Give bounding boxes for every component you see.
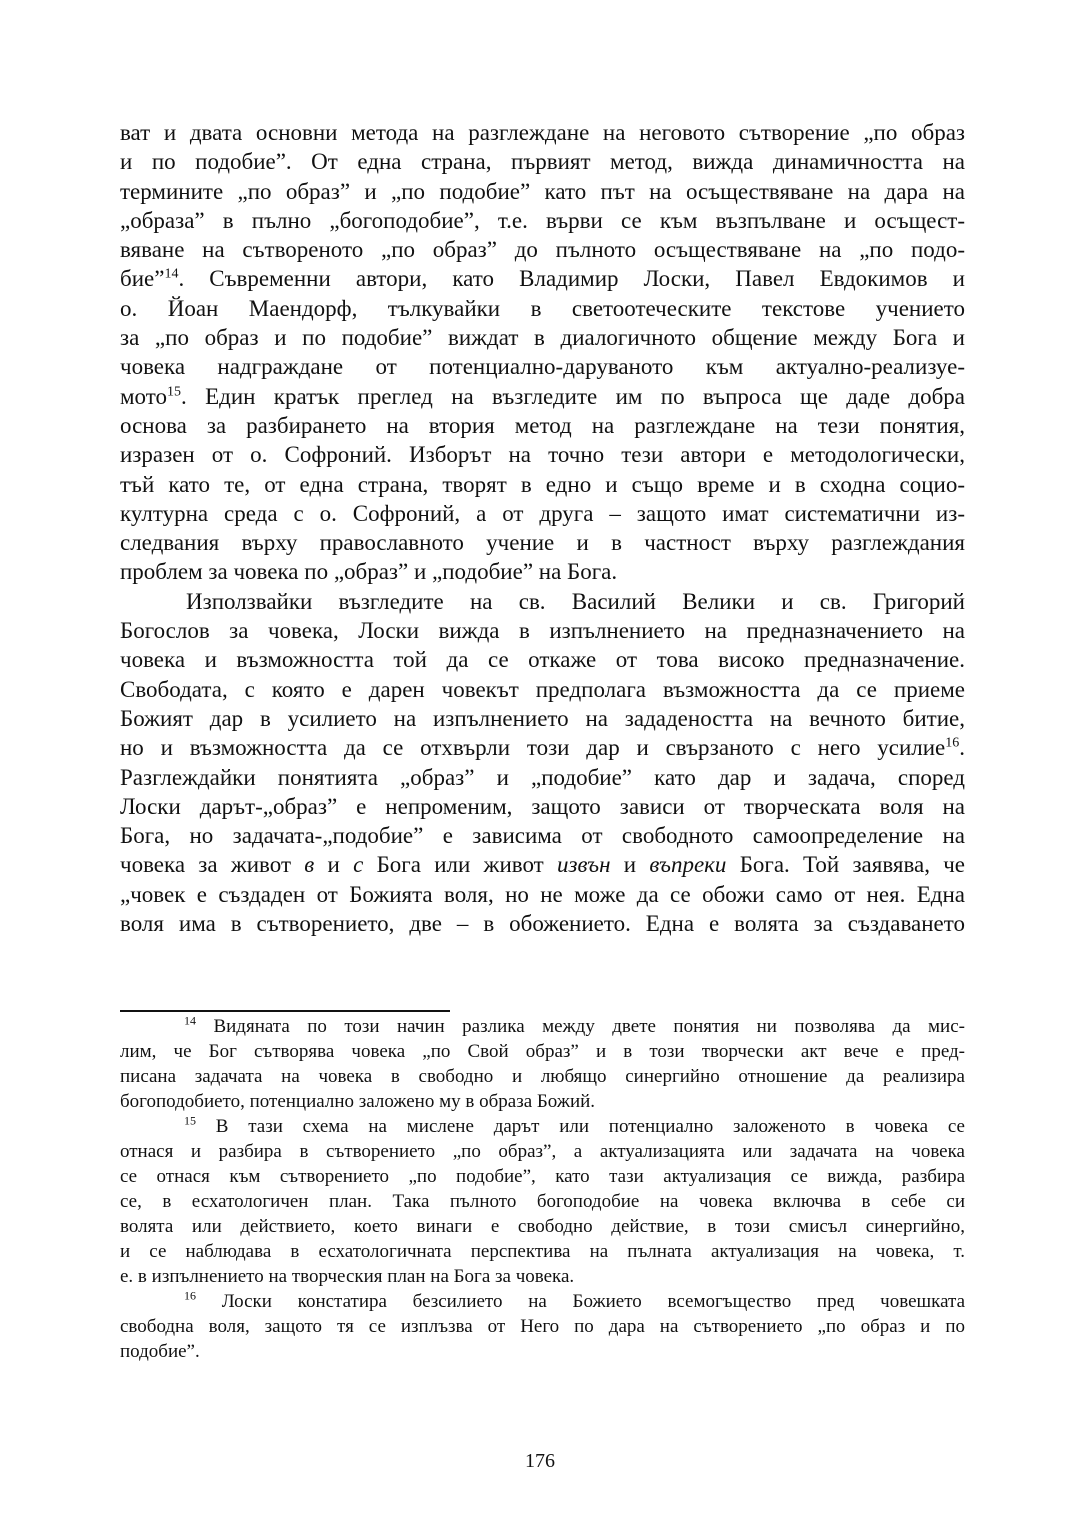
text-segment: .: [959, 735, 965, 761]
text-line: Свободата, с която е дарен човекът предполага възможността да се приеме: [120, 676, 965, 702]
footnote-15: [120, 1114, 965, 1139]
text-segment: мото: [120, 383, 167, 409]
text-line: вяване на сътвореното „по образ” до пълното осъществяване на „по подо-: [120, 237, 965, 263]
text-line: „образа” в пълно „богоподобие”, т.е. върви се към възпълване и осъщест-: [120, 207, 965, 233]
text-line: о. Йоан Маендорф, тълкувайки в светоотеческите текстове учението: [120, 295, 965, 321]
text-line: човека и възможността той да се откаже от това високо предназначение.: [120, 647, 965, 673]
text-segment: . Един кратък преглед на възгледите им по въпроса ще даде добра: [181, 383, 965, 409]
italic-word: въпреки: [649, 852, 727, 878]
text-line: следвания върху православното учение и в частност върху разглеждания: [120, 530, 965, 556]
text-line: проблем за човека по „образ” и „подобие” на Бога.: [120, 559, 618, 585]
text-segment: бие”: [120, 266, 165, 292]
text-line: Лоски дарът-„образ” е непроменим, защото зависи от творческата воля на: [120, 793, 965, 819]
text-segment: В тази схема на мислене дарът или потенциално заложеното в човека се: [196, 1116, 965, 1137]
page-number: 176: [525, 1450, 555, 1472]
text-line: [120, 264, 965, 293]
footnote-line: богоподобието, потенциално заложено му в образа Божий.: [120, 1091, 596, 1112]
text-segment: . Съвременни автори, като Владимир Лоски, Павел Евдокимов и: [178, 266, 965, 292]
text-segment: Бога или живот: [363, 852, 557, 878]
text-line: Разглеждайки понятията „образ” и „подобие” като дар и задача, според: [120, 764, 965, 790]
text-segment: Лоски констатира безсилието на Божието всемогъщество пред човешката: [196, 1291, 965, 1312]
footnote-ref-14[interactable]: 14: [164, 266, 179, 282]
text-line: културна среда с о. Софроний, а от друга – защото имат систематични из-: [120, 500, 965, 526]
text-segment: и: [314, 852, 354, 878]
text-line: „човек е създаден от Божията воля, но не може да се обожи само от нея. Една: [120, 881, 965, 907]
footnote-line: се, в есхатологичен план. Така пълното богоподобие на човека включва в себе си: [120, 1191, 965, 1212]
text-segment: Видяната по този начин разлика между двете понятия ни позволява да мис-: [196, 1016, 965, 1037]
text-line: тъй като те, от една страна, творят в едно и също време и в сходна социо-: [120, 471, 965, 497]
text-line: Божият дар в усилието на изпълнението на зададеността на вечното битие,: [120, 705, 965, 731]
text-segment: и: [610, 852, 650, 878]
footnote-line: е. в изпълнението на творческия план на Бога за човека.: [120, 1266, 575, 1287]
text-line: ват и двата основни метода на разглеждане на неговото сътворение „по образ: [120, 120, 965, 145]
text-line: [120, 850, 965, 879]
footnote-number: 14: [184, 1013, 196, 1028]
footnote-line: се отнася към сътворението „по подобие”, като тази актуализация се вижда, разбира: [120, 1166, 965, 1187]
footnote-line: отнася и разбира в сътворението „по образ”, а актуализацията или задачата на човека: [120, 1141, 965, 1162]
text-line: човека надграждане от потенциално-даруваното към актуално-реализуе-: [120, 354, 965, 380]
text-line: Използвайки възгледите на св. Василий Велики и св. Григорий: [186, 588, 965, 614]
italic-word: с: [353, 852, 364, 878]
text-segment: но и възможността да се отхвърли този дар и свързаното с него усилие: [120, 735, 946, 761]
footnote-14: [120, 1014, 965, 1039]
text-line: за „по образ и по подобие” виждат в диалогичното общение между Бога и: [120, 325, 965, 351]
text-line: воля има в сътворението, две – в обожението. Една е волята за създаването: [120, 911, 965, 937]
footnote-line: свободна воля, защото тя се изплъзва от Него по дара на сътворението „по образ и по: [120, 1316, 965, 1337]
footnote-ref-15[interactable]: 15: [167, 384, 181, 400]
footnote-16: [120, 1289, 965, 1314]
text-line: [120, 382, 965, 411]
footnote-line: лим, че Бог сътворява човека „по Свой образ” и в този творчески акт вече е пред-: [120, 1041, 965, 1062]
text-line: Бога, но задачата-„подобие” е зависима от свободното самоопределение на: [120, 823, 965, 849]
footnote-separator: [120, 1010, 450, 1012]
text-line: основа за разбирането на втория метод на разглеждане на тези понятия,: [120, 412, 965, 438]
text-segment: Бога. Той заявява, че: [726, 852, 966, 878]
text-segment: човека за живот: [120, 852, 305, 878]
footnotes: [120, 1014, 965, 1364]
footnote-line: и се наблюдава в есхатологичната перспектива на пълната актуализация на човека, т.: [120, 1241, 965, 1262]
italic-word: в: [304, 852, 315, 878]
footnote-number: 16: [184, 1288, 196, 1303]
text-line: изразен от о. Софроний. Изборът на точно тези автори е методологически,: [120, 442, 965, 468]
footnote-ref-16[interactable]: 16: [945, 735, 960, 751]
text-line: Богослов за човека, Лоски вижда в изпълнението на предназначението на: [120, 618, 965, 644]
footnote-number: 15: [184, 1113, 196, 1128]
main-text: [120, 118, 965, 938]
footnote-line: волята или действието, което винаги е свободно действие, в този смисъл синергийно,: [120, 1216, 965, 1237]
text-line: [120, 733, 965, 762]
italic-word: извън: [556, 852, 611, 878]
footnote-line: писана задачата на човека в свободно и любящо синергийно отношение да реализира: [120, 1066, 965, 1087]
text-line: и по подобие”. От една страна, първият метод, вижда динамичността на: [120, 149, 965, 175]
footnote-line: подобие”.: [120, 1341, 200, 1362]
text-line: термините „по образ” и „по подобие” като път на осъществяване на дара на: [120, 178, 965, 204]
